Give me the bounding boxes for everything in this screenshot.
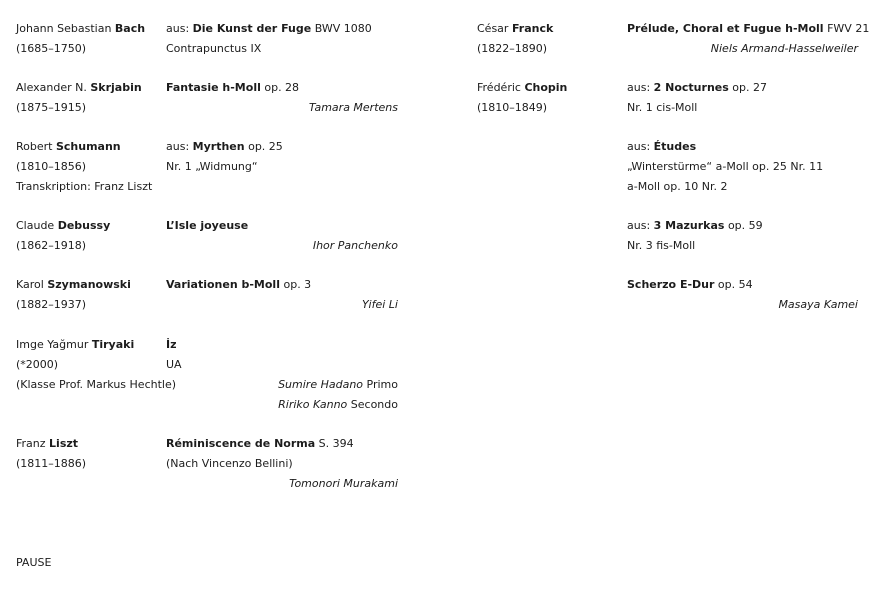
composer-first-name: César: [477, 22, 509, 35]
composer-first-name: Robert: [16, 140, 53, 153]
performer-name: Tomonori Murakami: [289, 477, 398, 490]
composer-first-name: Frédéric: [477, 81, 521, 94]
composer-dates: (1810–1849): [477, 101, 548, 114]
performer-name: Ririko Kanno: [278, 398, 348, 411]
work-title: İz: [166, 338, 177, 351]
composer-name: [16, 140, 121, 154]
work-title-text: 2 Nocturnes: [653, 81, 729, 94]
composer-name: [477, 22, 553, 36]
work-title-text: Variationen b-Moll: [166, 278, 280, 291]
composer-first-name: Alexander N.: [16, 81, 87, 94]
composer-dates: (1822–1890): [477, 42, 548, 55]
work-title-text: Réminiscence de Norma: [166, 437, 316, 450]
performer-name: Sumire Hadano: [278, 378, 364, 391]
work-title: [166, 437, 354, 451]
work-title: [166, 22, 372, 36]
work-catalog: op. 54: [714, 278, 753, 291]
performer-role: Primo: [363, 378, 398, 391]
pause-label: PAUSE: [16, 556, 52, 569]
composer-name: [16, 437, 78, 451]
composer-name: [16, 219, 110, 233]
work-subtitle: a-Moll op. 10 Nr. 2: [627, 180, 728, 193]
composer-last-name: Debussy: [57, 219, 111, 232]
work-title: L’Isle joyeuse: [166, 219, 249, 232]
composer-dates: (1862–1918): [16, 239, 87, 252]
composer-dates: (1882–1937): [16, 298, 87, 311]
work-catalog: op. 27: [728, 81, 767, 94]
composer-last-name: Bach: [114, 22, 146, 35]
composer-last-name: Szymanowski: [47, 278, 131, 291]
work-catalog: S. 394: [315, 437, 354, 450]
composer-note: (Klasse Prof. Markus Hechtle): [16, 378, 177, 391]
work-title: [166, 81, 299, 95]
work-catalog: FWV 21: [823, 22, 870, 35]
composer-dates: (*2000): [16, 358, 59, 371]
work-catalog: op. 59: [724, 219, 763, 232]
performer-name: Yifei Li: [362, 298, 398, 311]
work-prefix: aus:: [627, 140, 654, 153]
composer-note: Transkription: Franz Liszt: [16, 180, 153, 193]
work-title-text: Myrthen: [192, 140, 245, 153]
composer-name: [16, 338, 134, 352]
performer-name: Tamara Mertens: [308, 101, 398, 114]
composer-first-name: Karol: [16, 278, 44, 291]
performer-name: Ihor Panchenko: [312, 239, 398, 252]
work-catalog: op. 28: [260, 81, 300, 94]
work-catalog: op. 3: [279, 278, 312, 291]
performer-line: [278, 378, 398, 392]
work-title: [627, 140, 696, 154]
composer-name: [477, 81, 567, 95]
work-title-text: Fantasie h-Moll: [166, 81, 261, 94]
composer-first-name: Johann Sebastian: [16, 22, 112, 35]
work-catalog: BWV 1080: [311, 22, 372, 35]
composer-last-name: Liszt: [49, 437, 79, 450]
work-title-text: Die Kunst der Fuge: [192, 22, 312, 35]
composer-last-name: Franck: [511, 22, 554, 35]
work-title: [627, 22, 869, 36]
composer-name: [16, 81, 142, 95]
work-title-text: 3 Mazurkas: [653, 219, 725, 232]
work-subtitle: UA: [166, 358, 182, 371]
work-subtitle: Nr. 1 cis-Moll: [627, 101, 698, 114]
composer-last-name: Schumann: [55, 140, 121, 153]
composer-first-name: Claude: [16, 219, 55, 232]
composer-dates: (1810–1856): [16, 160, 87, 173]
composer-name: [16, 278, 131, 292]
work-title-text: Prélude, Choral et Fugue h-Moll: [627, 22, 824, 35]
work-prefix: aus:: [627, 81, 654, 94]
work-prefix: aus:: [627, 219, 654, 232]
work-subtitle: Contrapunctus IX: [166, 42, 262, 55]
composer-first-name: Imge Yağmur: [16, 338, 89, 351]
work-subtitle: (Nach Vincenzo Bellini): [166, 457, 293, 470]
work-title: [627, 219, 763, 233]
work-prefix: aus:: [166, 22, 193, 35]
performer-name: Niels Armand-Hasselweiler: [710, 42, 858, 55]
composer-last-name: Skrjabin: [90, 81, 142, 94]
performer-line: [278, 398, 398, 412]
work-subtitle: Nr. 1 „Widmung“: [166, 160, 258, 173]
work-catalog: op. 25: [244, 140, 283, 153]
work-title-text: Études: [653, 140, 697, 153]
work-title: [627, 278, 753, 292]
work-title-text: Scherzo E-Dur: [627, 278, 715, 291]
composer-dates: (1811–1886): [16, 457, 87, 470]
work-title: [627, 81, 767, 95]
work-subtitle: Nr. 3 fis-Moll: [627, 239, 696, 252]
work-subtitle: „Winterstürme“ a-Moll op. 25 Nr. 11: [627, 160, 824, 173]
composer-last-name: Chopin: [524, 81, 568, 94]
work-prefix: aus:: [166, 140, 193, 153]
composer-last-name: Tiryaki: [91, 338, 135, 351]
composer-dates: (1875–1915): [16, 101, 87, 114]
performer-role: Secondo: [347, 398, 398, 411]
composer-name: [16, 22, 145, 36]
work-title: [166, 278, 311, 292]
composer-first-name: Franz: [16, 437, 46, 450]
work-title: [166, 140, 283, 154]
composer-dates: (1685–1750): [16, 42, 87, 55]
performer-name: Masaya Kamei: [778, 298, 858, 311]
